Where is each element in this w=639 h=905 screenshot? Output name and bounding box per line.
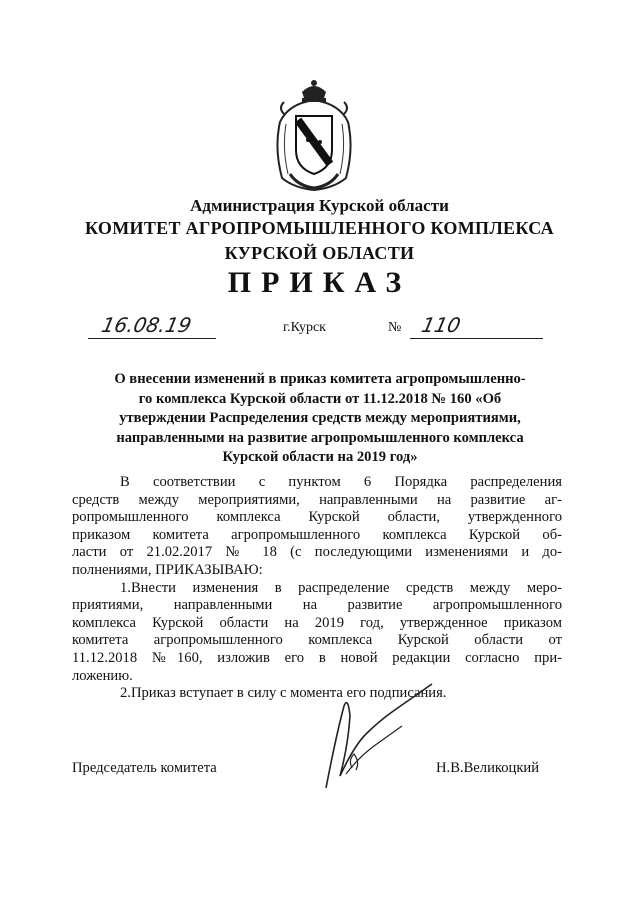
document-title xyxy=(60,370,580,468)
title-line: Курской области на 2019 год» xyxy=(222,449,418,466)
title-line: О внесении изменений в приказ комитета агропромышленно- xyxy=(114,371,526,387)
signature-block xyxy=(0,760,639,784)
body-line: комплекса Курской области на 2019 год, утвержденное приказом xyxy=(72,614,562,631)
body-line: 2.Приказ вступает в силу с момента его подписания. xyxy=(120,685,447,702)
body-line: В соответствии с пунктом 6 Порядка распределения xyxy=(120,474,562,490)
document-meta-row xyxy=(0,314,639,340)
committee-name-line1: КОМИТЕТ АГРОПРОМЫШЛЕННОГО КОМПЛЕКСА xyxy=(85,218,554,238)
document-type-heading: ПРИКАЗ xyxy=(227,266,412,299)
body-line: ласти от 21.02.2017 № 18 (с последующими изменениями и до- xyxy=(72,544,562,561)
document-number: 110 xyxy=(419,313,463,337)
body-line: 1.Внести изменения в распределение средств между меро- xyxy=(120,579,562,596)
date-field xyxy=(88,313,216,339)
number-field xyxy=(410,313,543,339)
title-line: го комплекса Курской области от 11.12.2018 № 160 «Об xyxy=(138,390,502,407)
signer-name: Н.В.Великоцкий xyxy=(436,760,540,776)
number-label: № xyxy=(388,320,402,335)
body-line: средств между мероприятиями, направленными на развитие аг- xyxy=(72,491,562,508)
body-line: комитета агропромышленного комплекса Курской области от xyxy=(72,632,562,649)
document-body xyxy=(72,474,562,703)
administration-name: Администрация Курской области xyxy=(190,196,449,215)
body-line: приятиями, направленными на развитие агропромышленного xyxy=(72,597,562,614)
document-city: г.Курск xyxy=(283,320,326,335)
body-line: полнениями, ПРИКАЗЫВАЮ: xyxy=(72,561,263,578)
body-line: приказом комитета агропромышленного комплекса Курской об- xyxy=(72,526,562,543)
coat-of-arms-icon xyxy=(268,78,360,196)
body-line: 11.12.2018 №160, изложив его в новой редакции согласно при- xyxy=(72,649,562,666)
body-line: ложению. xyxy=(72,667,133,684)
document-date: 16.08.19 xyxy=(99,313,194,337)
signer-position: Председатель комитета xyxy=(72,760,217,776)
body-line: ропромышленного комплекса Курской области, утвержденного xyxy=(72,509,562,526)
committee-name-line2: КУРСКОЙ ОБЛАСТИ xyxy=(224,243,415,263)
title-line: направленными на развитие агропромышленного комплекса xyxy=(116,429,524,446)
title-line: утверждении Распределения средств между мероприятиями, xyxy=(119,410,521,427)
